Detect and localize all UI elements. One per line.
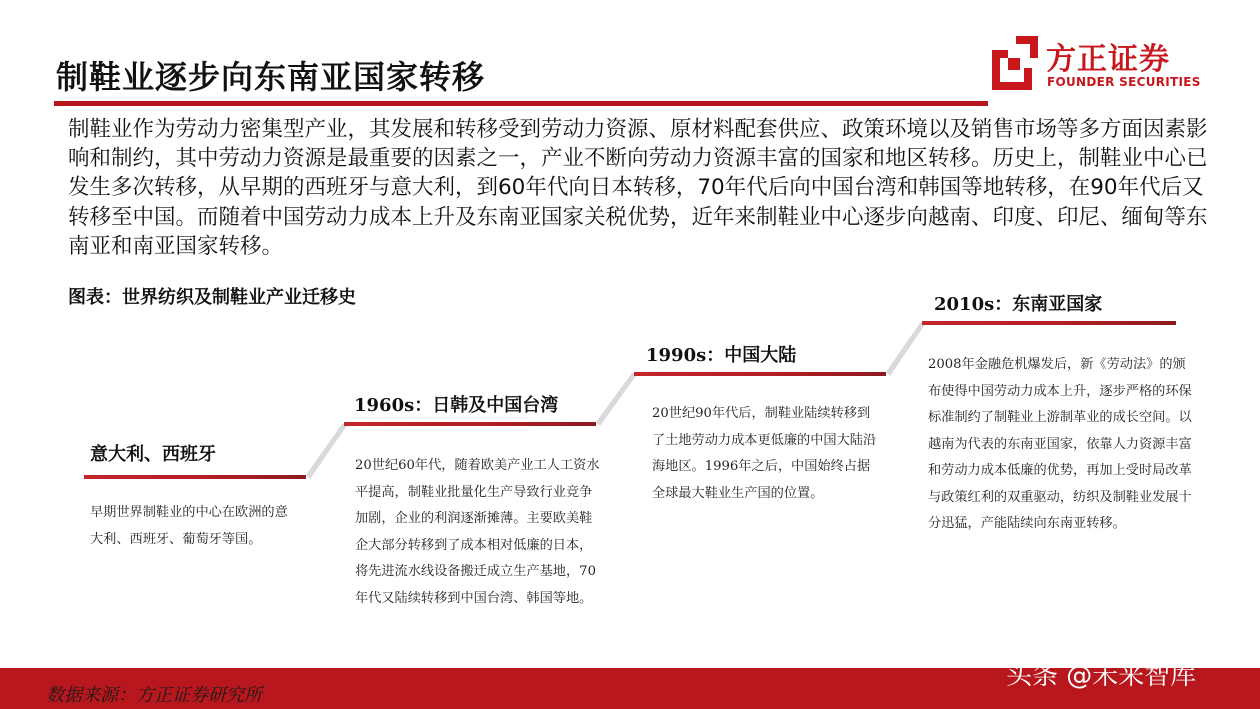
logo-text-cn: 方正证券 xyxy=(1046,42,1170,77)
stage-2-body: 20世纪60年代，随着欧美产业工人工资水平提高，制鞋业批量化生产导致行业竞争加剧，企业的利润逐渐摊薄。主要欧美鞋企大部分转移到了成本相对低廉的日本，将先进流水线设备搬迁成立生产基地，70年代又陆续转移到中国台湾、韩国等地。 xyxy=(355,458,600,606)
figure-title: 图表：世界纺织及制鞋业产业迁移史 xyxy=(68,287,356,308)
stage-4-body: 2008年金融危机爆发后，新《劳动法》的颁布使得中国劳动力成本上升，逐步严格的环保标准制约了制鞋业上游制革业的成长空间。以越南为代表的东南亚国家，依靠人力资源丰富和劳动力成本低廉的优势，再加上受时局改革与政策红利的双重驱动，纺织及制鞋业发展十分迅猛，产能陆续向东南亚转移。 xyxy=(928,357,1192,531)
stage-3-body: 20世纪90年代后，制鞋业陆续转移到了土地劳动力成本更低廉的中国大陆沿海地区。1996年之后，中国始终占据全球最大鞋业生产国的位置。 xyxy=(652,406,877,501)
page-title: 制鞋业逐步向东南亚国家转移 xyxy=(56,58,486,96)
logo-text-en: FOUNDER SECURITIES xyxy=(1047,75,1201,89)
data-source: 数据来源：方正证券研究所 xyxy=(46,685,262,706)
stage-3-title: 1990s：中国大陆 xyxy=(646,345,797,366)
stage-2-title: 1960s：日韩及中国台湾 xyxy=(354,395,559,416)
intro-paragraph: 制鞋业作为劳动力密集型产业，其发展和转移受到劳动力资源、原材料配套供应、政策环境以及销售市场等多方面因素影响和制约，其中劳动力资源是最重要的因素之一，产业不断向劳动力资源丰富的国家和地区转移。历史上，制鞋业中心已发生多次转移，从早期的西班牙与意大利，到60年代向日本转移，70年代后向中国台湾和韩国等地转移，在90年代后又转移至中国。而随着中国劳动力成本上升及东南亚国家关税优势，近年来制鞋业中心逐步向越南、印度、印尼、缅甸等东南亚和南亚国家转移。 xyxy=(68,117,1208,259)
watermark: 头条 @未来智库 xyxy=(1006,661,1197,691)
stage-1-body: 早期世界制鞋业的中心在欧洲的意大利、西班牙、葡萄牙等国。 xyxy=(90,505,288,547)
stage-1-title: 意大利、西班牙 xyxy=(90,444,216,465)
stage-4-line xyxy=(922,321,1176,325)
stage-4-title: 2010s：东南亚国家 xyxy=(934,294,1103,315)
